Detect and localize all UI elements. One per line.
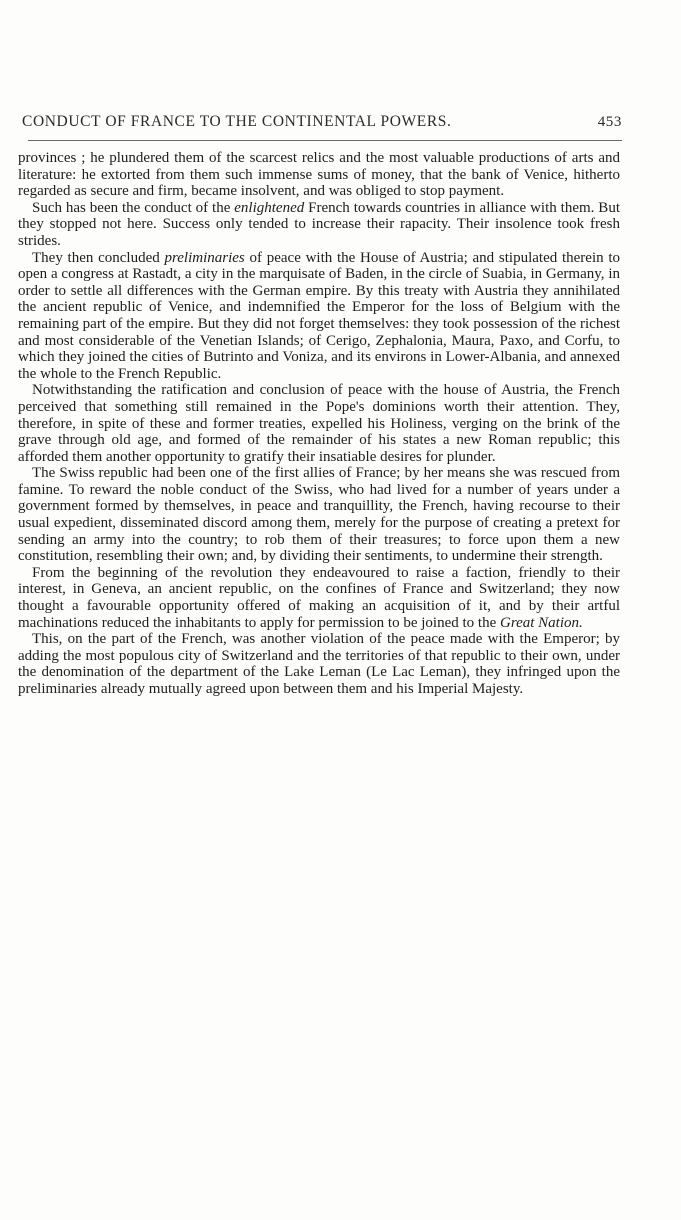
paragraph [18,382,620,465]
text-segment: provinces ; he plundered them of the scarcest relics and the most valuable productions of arts and literature: he extorted from them such immense sums of money, that the bank of Venice, hitherto regarded as secure and firm, became insolvent, and was obliged to stop payment. [18,150,620,200]
text-segment: of peace with the House of Austria; and stipulated therein to open a congress at Rastadt, a city in the marquisate of Baden, in the circle of Suabia, in Germany, in order to settle all differences with the German empire. By this treaty with Austria they annihilated the ancient republic of Venice, and indemnified the Emperor for the loss of Belgium with the remaining part of the empire. But they did not forget themselves: they took possession of the richest and most considerable of the Venetian Islands; of Cerigo, Zephalonia, Maura, Paxo, and Corfu, to which they joined the cities of Butrinto and Voniza, and its environs in Lower-Albania, and annexed the whole to the French Republic. [18,249,621,382]
header-rule [28,140,622,141]
body-text [18,150,620,698]
paragraph [18,150,620,200]
running-head [22,113,622,131]
text-segment: Notwithstanding the ratification and conclusion of peace with the house of Austria, the French perceived that something still remained in the Pope's dominions worth their attention. They, therefore, in spite of these and former treaties, expelled his Holiness, verging on the brink of the grave through old age, and formed of the remainder of his states a new Roman republic; this afforded them another opportunity to gratify their insatiable desires for plunder. [18,382,620,465]
paragraph [18,250,620,383]
italic-segment: enlightened [234,199,305,216]
italic-segment: Great Nation. [499,614,583,631]
page-number: 453 [597,114,622,130]
italic-segment: preliminaries [164,249,245,266]
paragraph [18,631,620,697]
text-segment: Such has been the conduct of the [32,199,235,216]
text-segment: They then concluded [32,249,165,266]
paragraph [18,465,620,565]
paragraph [18,200,620,250]
text-segment: French towards countries in alliance with them. But they stopped not here. Success only tended to increase their rapacity. Their insolence took fresh strides. [18,199,620,249]
running-head-title: CONDUCT OF FRANCE TO THE CONTINENTAL POWERS. [22,113,452,130]
text-segment: The Swiss republic had been one of the first allies of France; by her means she was rescued from famine. To reward the noble conduct of the Swiss, who had lived for a number of years under a government formed by themselves, in peace and tranquillity, the French, having recourse to their usual expedient, disseminated discord among them, merely for the purpose of creating a pretext for sending an army into the country; to rob them of their treasures; to force upon them a new constitution, resembling their own; and, by dividing their sentiments, to undermine their strength. [18,465,620,565]
paragraph [18,565,620,631]
text-segment: From the beginning of the revolution they endeavoured to raise a faction, friendly to their interest, in Geneva, an ancient republic, on the confines of France and Switzerland; they now thought a favourable opportunity offered of making an acquisition of it, and by their artful machinations reduced the inhabitants to apply for permission to be joined to the [18,564,620,631]
text-segment: This, on the part of the French, was another violation of the peace made with the Emperor; by adding the most populous city of Switzerland and the territories of that republic to their own, under the denomination of the department of the Lake Leman (Le Lac Leman), they infringed upon the preliminaries already mutually agreed upon between them and his Imperial Majesty. [18,631,620,697]
